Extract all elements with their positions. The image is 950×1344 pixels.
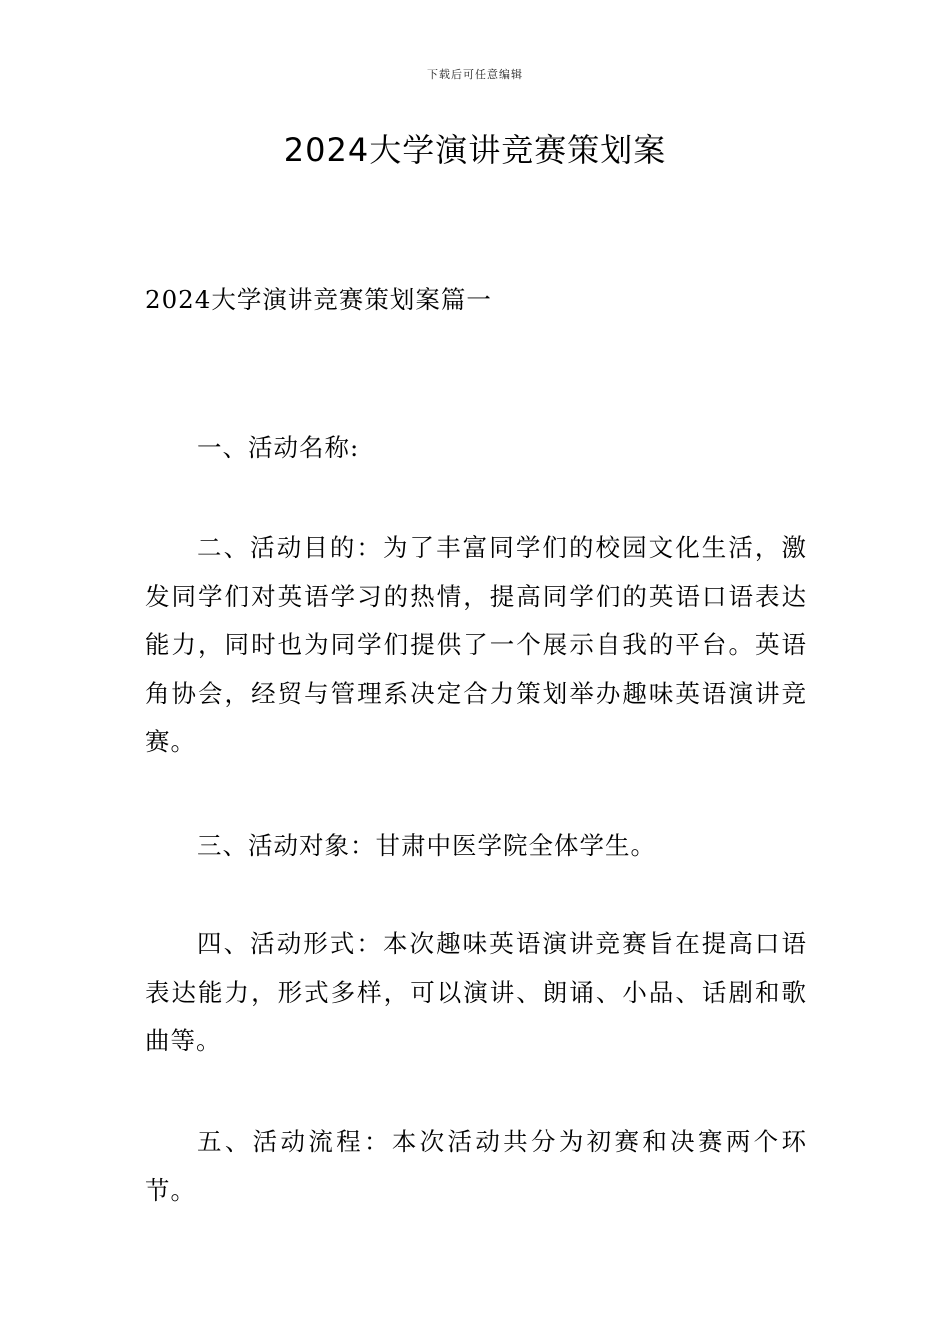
paragraph-activity-audience: 三、活动对象：甘肃中医学院全体学生。: [197, 831, 656, 860]
section-subtitle: 2024大学演讲竞赛策划案篇一: [145, 285, 492, 314]
document-title: 2024大学演讲竞赛策划案: [283, 131, 667, 169]
header-note: 下载后可任意编辑: [427, 68, 523, 81]
paragraph-activity-purpose: 二、活动目的：为了丰富同学们的校园文化生活，激发同学们对英语学习的热情，提高同学们的英语口语表达能力，同时也为同学们提供了一个展示自我的平台。英语角协会，经贸与管理系决定合力策划举办趣味英语演讲竞赛。: [145, 533, 807, 756]
paragraph-activity-format: 四、活动形式：本次趣味英语演讲竞赛旨在提高口语表达能力，形式多样，可以演讲、朗诵、小品、话剧和歌曲等。: [145, 929, 807, 1055]
paragraph-activity-name: 一、活动名称:: [197, 433, 360, 462]
paragraph-activity-process: 五、活动流程：本次活动共分为初赛和决赛两个环节。: [145, 1127, 807, 1205]
